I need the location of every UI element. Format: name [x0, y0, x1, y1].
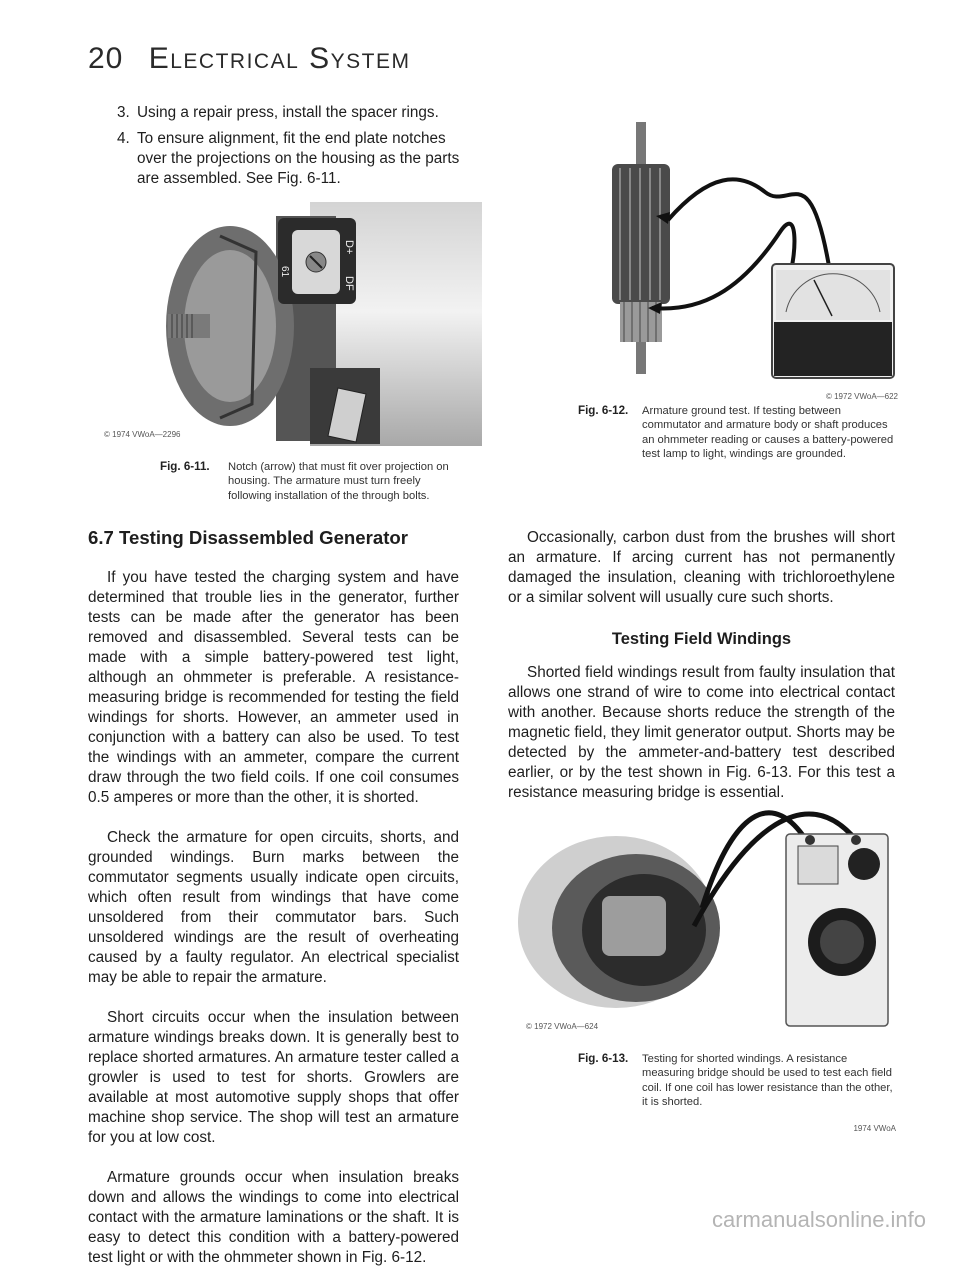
footer-copyright: 1974 VWoA — [853, 1124, 896, 1133]
step-list — [117, 103, 463, 195]
page-number: 20 — [88, 42, 124, 75]
right-column-body — [508, 528, 895, 803]
paragraph: Check the armature for open circuits, shorts, and grounded windings. Burn marks between the commutator segments usually indicate open circuits, which often result from windings that have come unsoldered from their commutator bars. Such unsoldered windings are the result of overheating caused by a faulty regulator. An electrical specialist may be able to repair the armature. — [88, 829, 459, 986]
step-item: 4. To ensure alignment, fit the end plate notches over the projections on the housing as the parts are assembled. See Fig. 6-11. — [117, 130, 460, 187]
left-column-body — [88, 568, 459, 1268]
site-watermark: carmanualsonline.info — [712, 1207, 927, 1232]
fig-6-13-credit: © 1972 VWoA—624 — [526, 1022, 599, 1031]
fig-6-11-label: Fig. 6-11. — [160, 460, 210, 473]
section-title: Electrical System — [148, 42, 411, 75]
fig-6-12-photo — [590, 112, 898, 401]
fig-6-13-caption: Fig. 6-13. Testing for shorted windings. A resistance measuring bridge should be used to test each field coil. If one coil has lower resistance than the other, it is shorted. — [578, 1052, 893, 1109]
paragraph: Shorted field windings result from faulty insulation that allows one strand of wire to come into electrical contact with another. Because shorts reduce the strength of the magnetic field, they limit generator output. Shorts may be detected by the ammeter-and-battery test described earlier, or by the test shown in Fig. 6-13. For this test a resistance measuring bridge is essential. — [508, 664, 895, 801]
fig-6-12-credit: © 1972 VWoA—622 — [825, 392, 898, 401]
terminal-mark-61: 61 — [279, 266, 290, 278]
subheading: Testing Field Windings — [611, 630, 792, 648]
step-item: 3. Using a repair press, install the spacer rings. — [117, 104, 439, 121]
fig-6-12-label: Fig. 6-12. — [578, 404, 629, 417]
page-header — [88, 42, 410, 76]
fig-6-13-label: Fig. 6-13. — [578, 1052, 629, 1065]
fig-6-13-photo — [506, 790, 896, 1030]
paragraph: Short circuits occur when the insulation between armature windings breaks down. It is generally best to replace shorted armatures. An armature tester called a growler is used to test for shorts. Growlers are available at most automotive supply shops that offer machine shop service. The shop will test an armature for you at low cost. — [88, 1009, 459, 1146]
fig-6-11-caption: Fig. 6-11. Notch (arrow) that must fit over projection on housing. The armature must turn freely following installation of the through bolts. — [160, 460, 449, 502]
terminal-mark-df: DF — [343, 276, 355, 291]
terminal-mark-dplus: D+ — [343, 240, 355, 255]
fig-6-11-credit: © 1974 VWoA—2296 — [104, 430, 181, 439]
fig-6-11-photo — [104, 196, 482, 446]
paragraph: Occasionally, carbon dust from the brushes will short an armature. If arcing current has not permanently damaged the insulation, cleaning with trichloroethylene or a similar solvent will usually cure such shorts. — [508, 529, 895, 606]
paragraph: If you have tested the charging system and have determined that trouble lies in the generator, further tests can be made after the generator has been removed and disassembled. Several tests can be made with a simple battery-powered test light, although an ohmmeter is preferable. A resistance-measuring bridge is recommended for testing the field windings for shorts. However, an ammeter used in conjunction with a battery can also be used. To test the windings with an ammeter, compare the current draw through the two field coils. If one coil consumes 0.5 amperes or more than the other, it is shorted. — [88, 569, 459, 806]
paragraph: Armature grounds occur when insulation breaks down and allows the windings to come into electrical contact with the armature laminations or the shaft. It is easy to detect this condition with a battery-powered test light or with the ohmmeter shown in Fig. 6-12. — [88, 1169, 459, 1266]
section-heading: 6.7 Testing Disassembled Generator — [88, 527, 408, 548]
fig-6-12-caption: Fig. 6-12. Armature ground test. If testing between commutator and armature body or shaft produces an ohmmeter reading or causes a battery-powered test lamp to light, windings are grounded. — [578, 404, 894, 461]
